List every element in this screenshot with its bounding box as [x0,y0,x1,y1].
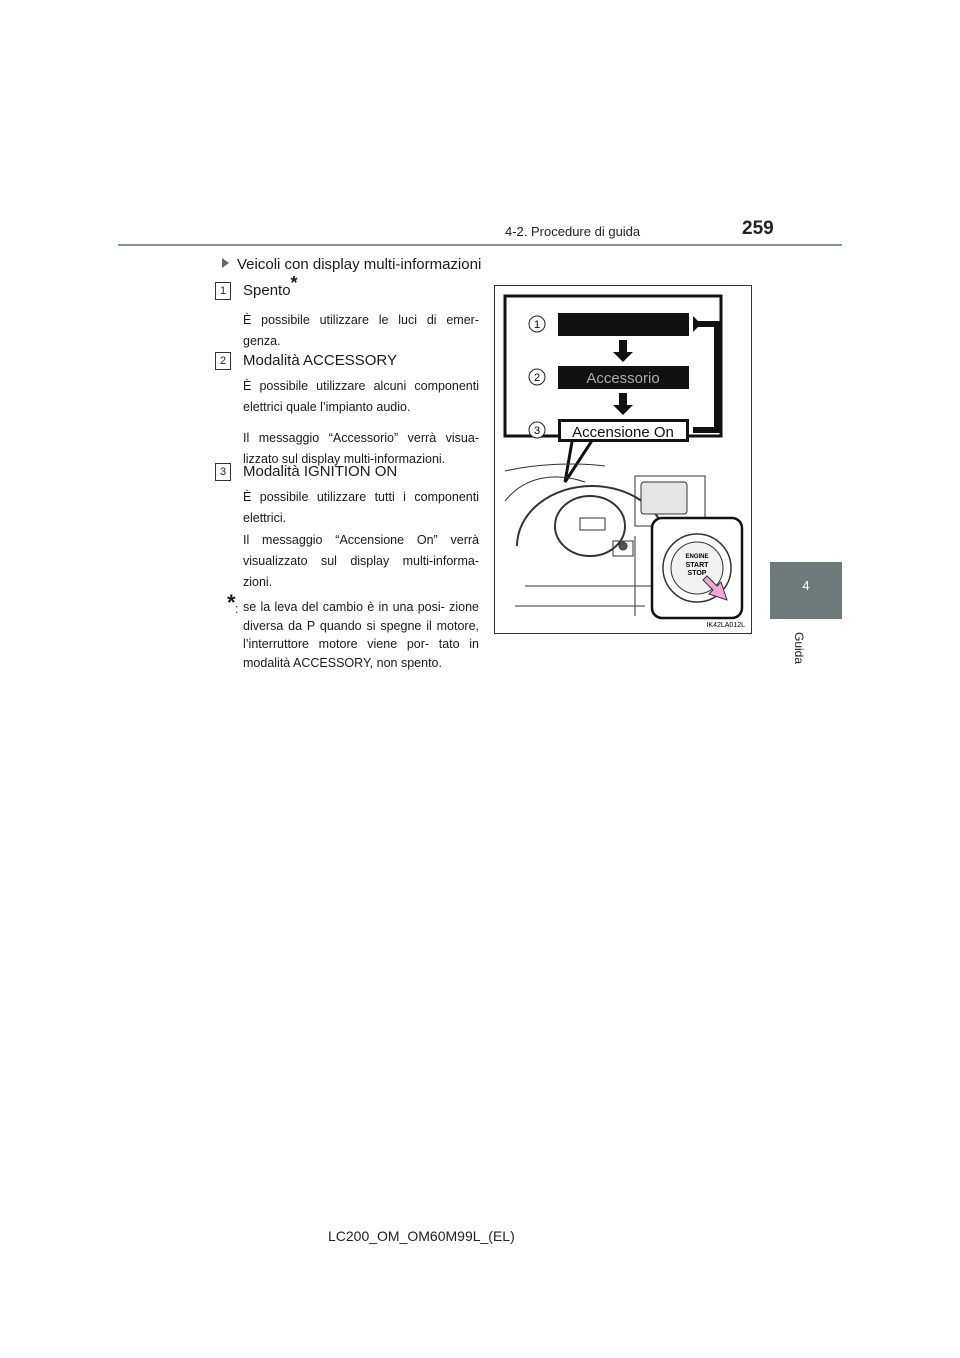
footer-model-code: LC200_OM_OM60M99L_(EL) [328,1228,515,1244]
item-number-badge: 3 [215,463,231,481]
footnote-asterisk: * [227,590,236,615]
subsection-title: Veicoli con display multi-informazioni [237,256,482,273]
item-paragraph: È possibile utilizzare le luci di emer- genza. [243,313,479,348]
page-number: 259 [742,218,774,239]
asterisk-mark: * [290,273,298,293]
footnote-colon: : [235,602,239,616]
item-paragraph: Il messaggio “Accessorio” verrà visua- lizzato sul display multi-informazioni. [243,431,479,466]
header-divider [118,244,842,246]
item-paragraph: È possibile utilizzare tutti i componenti elettrici. [243,490,479,525]
label-number: 3 [533,425,541,437]
item-number-badge: 2 [215,352,231,370]
button-text: ENGINE [685,554,709,560]
subsection-heading [222,256,481,273]
item-title-spento [243,273,298,299]
item-title-text: Spento [243,282,291,299]
triangle-bullet-icon [222,258,229,268]
chapter-tab-label: Guida [792,632,806,665]
illustration-code: IK42LA012L [706,622,745,629]
display-message-text: Accensione On [572,424,674,441]
label-number: 2 [533,372,541,384]
ignition-mode-illustration [494,285,752,634]
item-paragraph: Il messaggio “Accensione On” verrà visualizzato sul display multi-informa- zioni. [243,533,479,589]
item-paragraph: È possibile utilizzare alcuni componenti elettrici quale l’impianto audio. [243,379,479,414]
item-title-accessory: Modalità ACCESSORY [243,352,397,369]
label-number: 1 [533,319,541,331]
button-text: STOP [687,570,707,577]
display-message-text: Accessorio [586,370,660,387]
display-message-off [558,313,689,336]
item-number-badge: 1 [215,282,231,300]
item-title-ignition-on: Modalità IGNITION ON [243,463,398,480]
chapter-tab-number: 4 [802,578,810,593]
button-text: START [685,562,709,569]
running-header-section: 4-2. Procedure di guida [505,224,641,239]
illustration-svg [495,286,751,633]
footnote-text: se la leva del cambio è in una posi- zione diversa da P quando si spegne il motore, l’interruttore motore viene por- tato in modalità ACCESSORY, non spento. [243,600,479,670]
